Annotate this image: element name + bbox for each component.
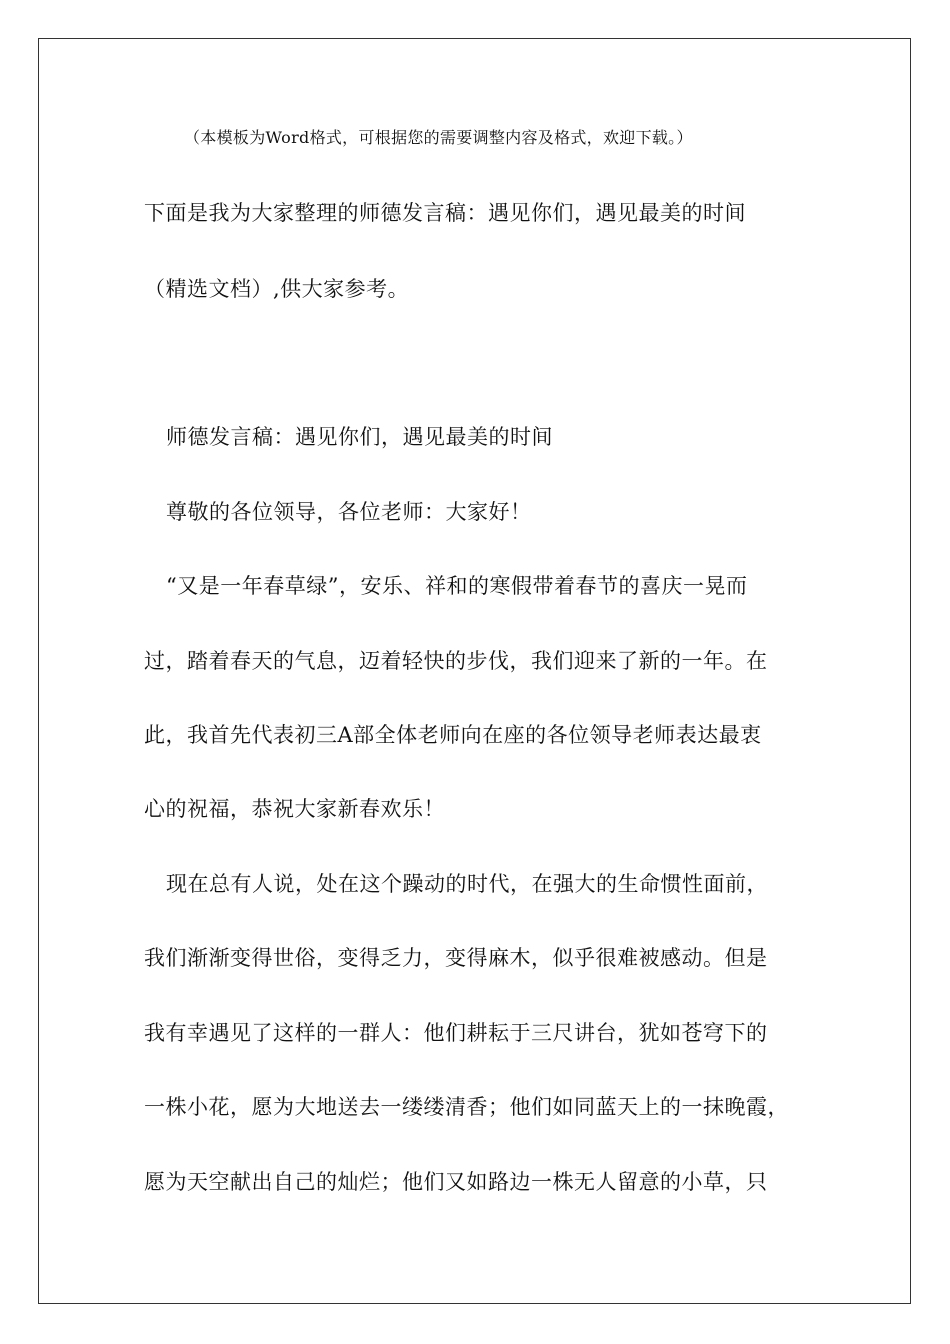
paragraph-2-line-4: 一株小花，愿为大地送去一缕缕清香；他们如同蓝天上的一抹晚霞， (144, 1095, 789, 1119)
paragraph-1-line-3: 此，我首先代表初三A部全体老师向在座的各位领导老师表达最衷 (144, 723, 762, 747)
template-note: （本模板为Word格式，可根据您的需要调整内容及格式，欢迎下载。） (184, 128, 693, 147)
paragraph-1-line-2: 过，踏着春天的气息，迈着轻快的步伐，我们迎来了新的一年。在 (144, 649, 768, 673)
paragraph-2-line-1: 现在总有人说，处在这个躁动的时代，在强大的生命惯性面前， (166, 872, 768, 896)
speech-title: 师德发言稿：遇见你们，遇见最美的时间 (166, 425, 553, 449)
paragraph-1-line-4: 心的祝福，恭祝大家新春欢乐！ (144, 797, 445, 821)
paragraph-1-line-1: “又是一年春草绿”，安乐、祥和的寒假带着春节的喜庆一晃而 (166, 574, 748, 598)
paragraph-2-line-5: 愿为天空献出自己的灿烂；他们又如路边一株无人留意的小草，只 (144, 1170, 768, 1194)
intro-line-2: （精选文档）,供大家参考。 (144, 277, 410, 301)
intro-line-1: 下面是我为大家整理的师德发言稿：遇见你们，遇见最美的时间 (144, 201, 746, 225)
paragraph-2-line-2: 我们渐渐变得世俗，变得乏力，变得麻木，似乎很难被感动。但是 (144, 946, 768, 970)
greeting: 尊敬的各位领导，各位老师：大家好！ (166, 500, 532, 524)
paragraph-2-line-3: 我有幸遇见了这样的一群人：他们耕耘于三尺讲台，犹如苍穹下的 (144, 1021, 768, 1045)
